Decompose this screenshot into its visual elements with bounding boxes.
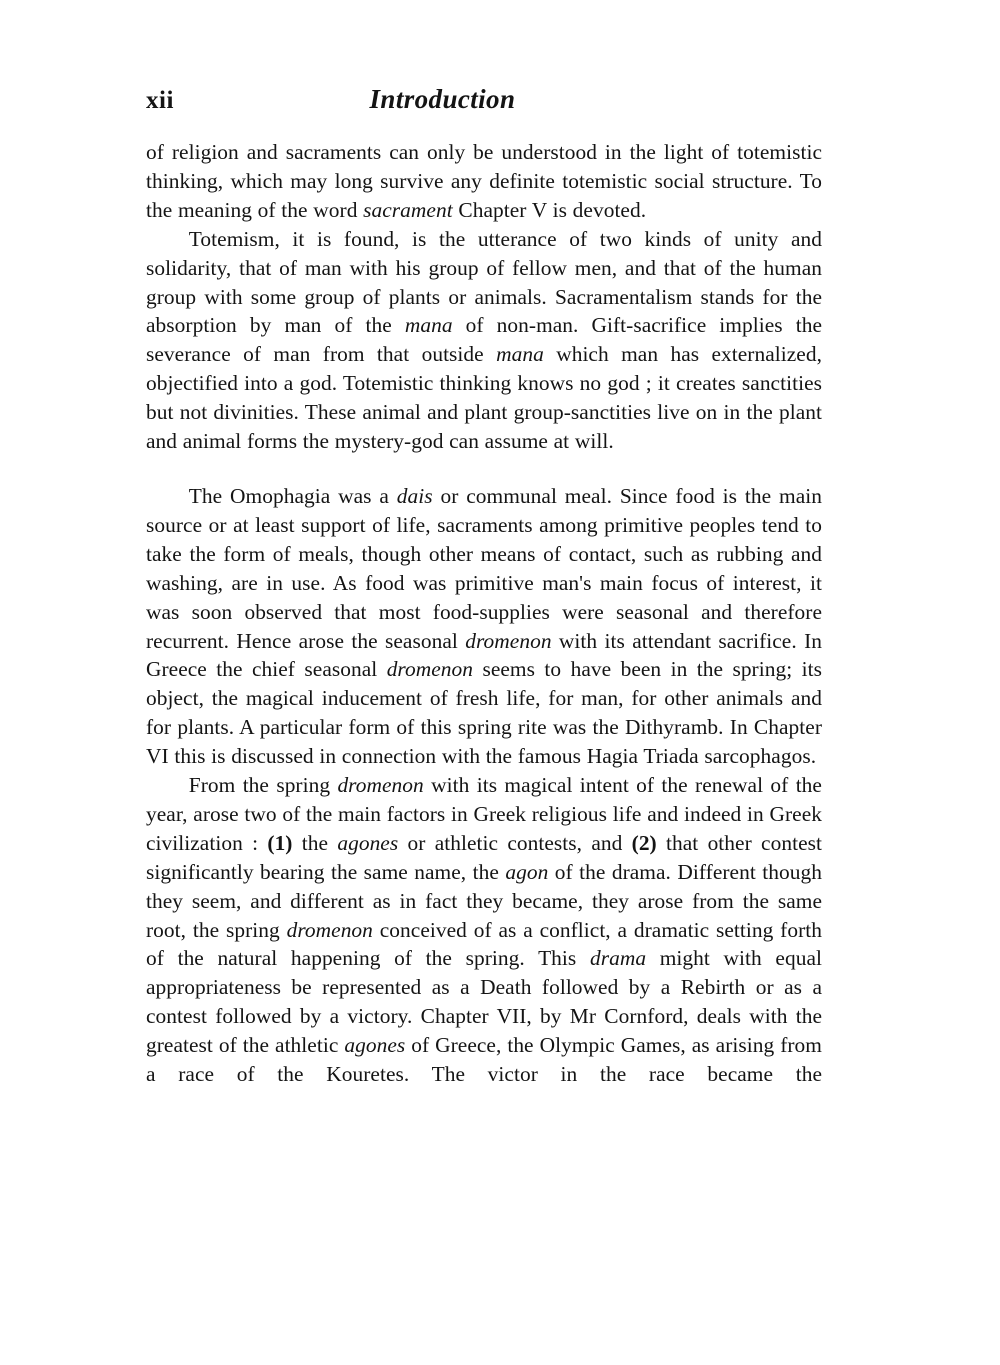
text-run: The Omophagia was a <box>188 483 397 508</box>
text-run: of the drama. Different though they seem, and different as in fact they became, they arose from the same root, the spring <box>146 859 822 942</box>
bold-enumerator: (2) <box>631 830 657 855</box>
italic-term: mana <box>496 342 544 367</box>
italic-term: sacrament <box>363 197 453 222</box>
italic-term: drama <box>589 946 647 971</box>
text-run: Chapter V is devoted. <box>452 197 647 222</box>
text-run: that other contest significantly bearing the same name, the <box>146 830 822 884</box>
body-text-block <box>146 138 822 1089</box>
bold-enumerator: (1) <box>267 830 293 855</box>
italic-term: dromenon <box>337 773 424 798</box>
italic-term: dais <box>396 483 433 508</box>
text-run: which man has externalized, objectified into a god. Totemistic thinking knows no god ; it creates sanctities but not divinities. These animal and plant group-sanctities live on in the plant and animal forms the mystery-god can assume at will. <box>146 342 822 454</box>
text-run: with its magical intent of the renewal of the year, arose two of the main factors in Greek religious life and indeed in Greek civilization : <box>146 773 822 855</box>
text-run: or communal meal. Since food is the main source or at least support of life, sacraments among primitive peoples tend to take the form of meals, though other means of contact, such as rubbing and washing, are in use. As food was primitive man's main focus of interest, it was soon observed that most food-supplies were seasonal and therefore recurrent. Hence arose the seasonal <box>146 483 822 653</box>
italic-term: dromenon <box>286 917 373 942</box>
italic-term: agon <box>505 859 549 884</box>
para-omophagia <box>146 482 822 771</box>
italic-term: agones <box>337 830 399 855</box>
running-head <box>146 86 821 120</box>
text-run: of religion and sacraments can only be understood in the light of totemistic thinking, which may long survive any definite totemistic social structure. To the meaning of the word <box>146 140 822 222</box>
text-run: the <box>292 830 338 855</box>
text-run: of non-man. Gift-sacrifice implies the severance of man from that outside <box>146 313 822 367</box>
text-run: From the spring <box>188 773 338 798</box>
italic-term: dromenon <box>386 657 474 682</box>
italic-term: dromenon <box>465 628 552 653</box>
page-number: xii <box>146 87 174 114</box>
italic-term: agones <box>344 1033 406 1058</box>
text-run: or athletic contests, and <box>398 830 632 855</box>
text-run: with its attendant sacrifice. In Greece the chief seasonal <box>146 628 822 682</box>
para-from-the-spring <box>146 771 822 1089</box>
running-head-title: Introduction <box>369 84 516 114</box>
text-run: Totemism, it is found, is the utterance of two kinds of unity and solidarity, that of man with his group of fellow men, and that of the human group with some group of plants or animals. Sacramentalism stands for the absorption by man of the <box>146 226 822 338</box>
text-run: conceived of as a conflict, a dramatic setting forth of the natural happening of the spring. This <box>146 917 822 971</box>
para-religion-sacraments <box>146 138 822 225</box>
italic-term: mana <box>404 313 453 338</box>
text-run: seems to have been in the spring; its object, the magical inducement of fresh life, for man, for other animals and for plants. A particular form of this spring rite was the Dithyramb. In Chapter VI this is discussed in connection with the famous Hagia Triada sarcophagos. <box>146 657 822 769</box>
para-totemism <box>146 225 822 456</box>
text-run: of Greece, the Olympic Games, as arising from a race of the Kouretes. The victor in the race became the <box>146 1033 822 1087</box>
text-run: might with equal appropriateness be represented as a Death followed by a Rebirth or as a contest followed by a victory. Chapter VII, by Mr Cornford, deals with the greatest of the athletic <box>146 946 822 1058</box>
